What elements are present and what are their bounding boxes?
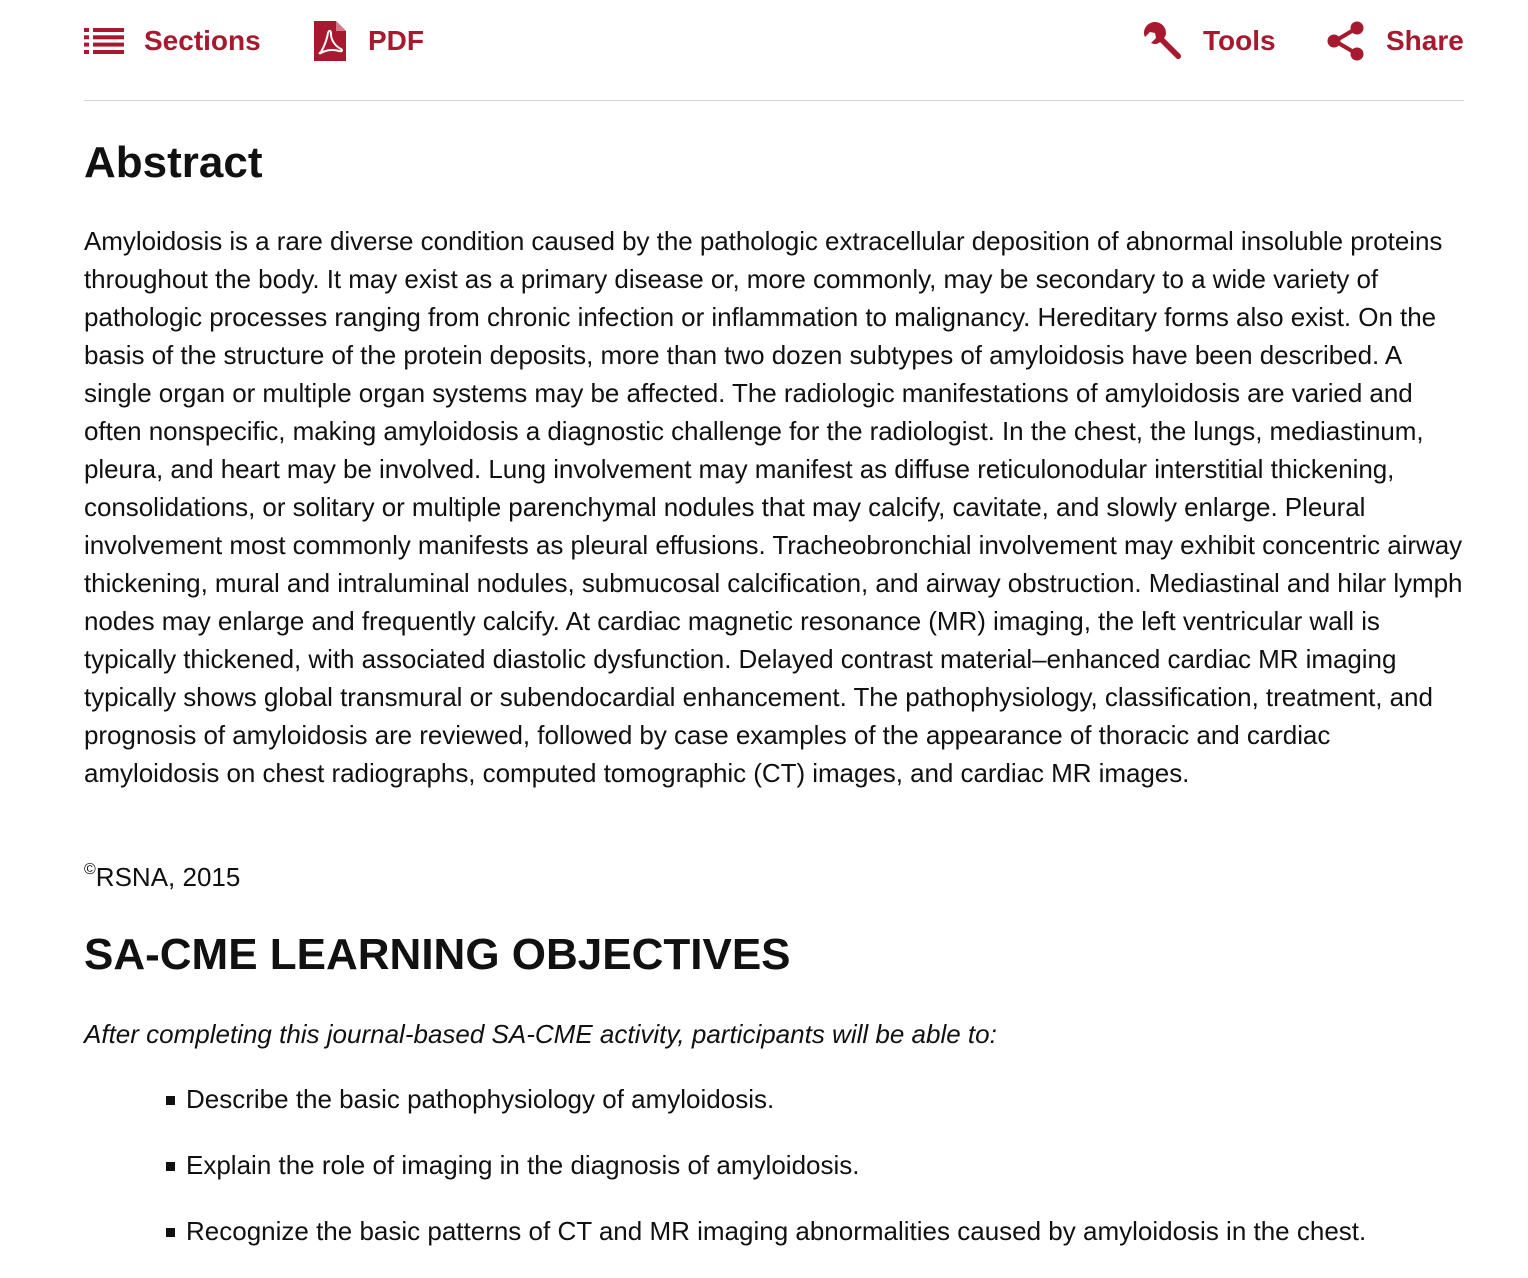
objectives-intro: After completing this journal-based SA-CME activity, participants will be able to: (84, 1019, 997, 1049)
objectives-list (166, 1080, 1466, 1278)
bullet-icon (166, 1096, 175, 1105)
list-item (166, 1080, 1466, 1118)
share-label: Share (1386, 25, 1464, 56)
pdf-label: PDF (368, 25, 424, 56)
copyright-text: RSNA, 2015 (95, 862, 241, 892)
share-icon (1326, 20, 1366, 62)
bullet-icon (166, 1162, 175, 1171)
sections-button[interactable] (84, 18, 261, 64)
objectives-heading: SA-CME LEARNING OBJECTIVES (84, 930, 791, 979)
sections-label: Sections (144, 25, 261, 56)
abstract-body: Amyloidosis is a rare diverse condition caused by the pathologic extracellular deposition of abnormal insoluble proteins throughout the body. It may exist as a primary disease or, more commonly, may be secondary to a wide variety of pathologic processes ranging from chronic infection or inflammation to malignancy. Hereditary forms also exist. On the basis of the structure of the protein deposits, more than two dozen subtypes of amyloidosis have been described. A single organ or multiple organ systems may be affected. The radiologic manifestations of amyloidosis are varied and often nonspecific, making amyloidosis a diagnostic challenge for the radiologist. In the chest, the lungs, mediastinum, pleura, and heart may be involved. Lung involvement may manifest as diffuse reticulonodular interstitial thickening, consolidations, or solitary or multiple parenchymal nodules that may calcify, cavitate, and slowly enlarge. Pleural involvement most commonly manifests as pleural effusions. Tracheobronchial involvement may exhibit concentric airway thickening, mural and intraluminal nodules, submucosal calcification, and airway obstruction. Mediastinal and hilar lymph nodes may enlarge and frequently calcify. At cardiac magnetic resonance (MR) imaging, the left ventricular wall is typically thickened, with associated diastolic dysfunction. Delayed contrast material–enhanced cardiac MR imaging typically shows global transmural or subendocardial enhancement. The pathophysiology, classification, treatment, and prognosis of amyloidosis are reviewed, followed by case examples of the appearance of thoracic and cardiac amyloidosis on chest radiographs, computed tomographic (CT) images, and cardiac MR images. (84, 226, 1463, 788)
wrench-icon (1141, 20, 1183, 62)
objective-text: Recognize the basic patterns of CT and MR imaging abnormalities caused by amyloidosis in the chest. (186, 1216, 1367, 1246)
bullet-icon (166, 1228, 175, 1237)
tools-button[interactable] (1141, 18, 1276, 64)
objective-text: Describe the basic pathophysiology of amyloidosis. (186, 1084, 775, 1114)
list-item (166, 1146, 1466, 1184)
tools-label: Tools (1203, 25, 1276, 56)
copyright-symbol: © (84, 861, 96, 878)
pdf-icon (312, 19, 348, 63)
objective-text: Explain the role of imaging in the diagnosis of amyloidosis. (186, 1150, 860, 1180)
article-page (84, 0, 1464, 1246)
list-icon (84, 28, 124, 54)
pdf-button[interactable] (312, 18, 424, 64)
copyright-notice (84, 858, 240, 896)
share-button[interactable] (1326, 18, 1464, 64)
abstract-heading: Abstract (84, 138, 263, 187)
list-item (166, 1212, 1466, 1250)
article-toolbar (84, 0, 1464, 101)
